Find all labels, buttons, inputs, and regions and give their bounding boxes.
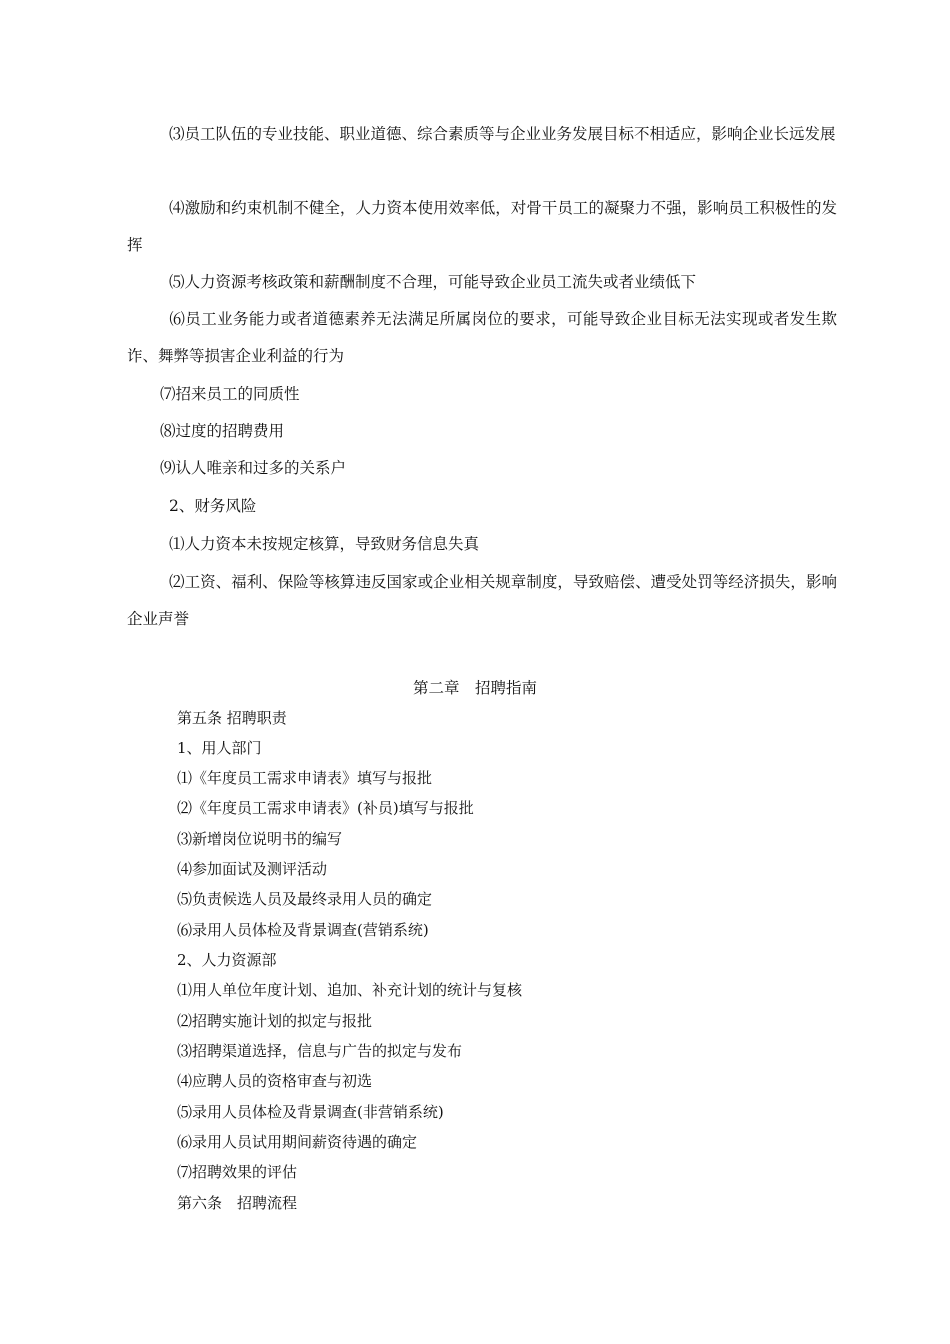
article-6-heading: 第六条 招聘流程 [177, 1194, 298, 1212]
list-item: ⑴《年度员工需求申请表》填写与报批 [177, 769, 433, 787]
risk-item-5: ⑸人力资源考核政策和薪酬制度不合理，可能导致企业员工流失或者业绩低下 [169, 273, 697, 291]
financial-risk-item-1: ⑴人力资本未按规定核算，导致财务信息失真 [169, 535, 480, 553]
risk-item-7: ⑺招来员工的同质性 [160, 385, 300, 403]
list-item: ⑹录用人员体检及背景调查(营销系统) [177, 921, 429, 939]
list-item: ⑶招聘渠道选择，信息与广告的拟定与发布 [177, 1042, 463, 1060]
list-item: ⑹录用人员试用期间薪资待遇的确定 [177, 1133, 418, 1151]
list-item: ⑵招聘实施计划的拟定与报批 [177, 1012, 373, 1030]
list-item: ⑷参加面试及测评活动 [177, 860, 328, 878]
list-item: ⑸负责候选人员及最终录用人员的确定 [177, 890, 433, 908]
list-item: ⑷应聘人员的资格审查与初选 [177, 1072, 373, 1090]
chapter-title: 第二章 招聘指南 [412, 679, 537, 697]
risk-item-3: ⑶员工队伍的专业技能、职业道德、综合素质等与企业业务发展目标不相适应，影响企业长远发展 [169, 125, 836, 143]
list-item: ⑴用人单位年度计划、追加、补充计划的统计与复核 [177, 981, 523, 999]
financial-risk-heading: 2、财务风险 [169, 497, 257, 515]
financial-risk-item-2: ⑵工资、福利、保险等核算违反国家或企业相关规章制度，导致赔偿、遭受处罚等经济损失，影响企业声誉 [127, 573, 837, 628]
risk-item-9: ⑼认人唯亲和过多的关系户 [160, 459, 347, 477]
article-5-heading: 第五条 招聘职责 [177, 709, 287, 727]
list-item: ⑵《年度员工需求申请表》(补员)填写与报批 [177, 799, 474, 817]
list-item: ⑶新增岗位说明书的编写 [177, 830, 343, 848]
risk-item-6: ⑹员工业务能力或者道德素养无法满足所属岗位的要求，可能导致企业目标无法实现或者发生欺诈、舞弊等损害企业利益的行为 [127, 310, 837, 365]
list-item: ⑺招聘效果的评估 [177, 1163, 298, 1181]
risk-item-4: ⑷激励和约束机制不健全，人力资本使用效率低，对骨干员工的凝聚力不强，影响员工积极性的发挥 [127, 199, 837, 254]
risk-item-8: ⑻过度的招聘费用 [160, 422, 285, 440]
list-item: 2、人力资源部 [177, 951, 277, 969]
list-item: ⑸录用人员体检及背景调查(非营销系统) [177, 1103, 444, 1121]
list-item: 1、用人部门 [177, 739, 262, 757]
